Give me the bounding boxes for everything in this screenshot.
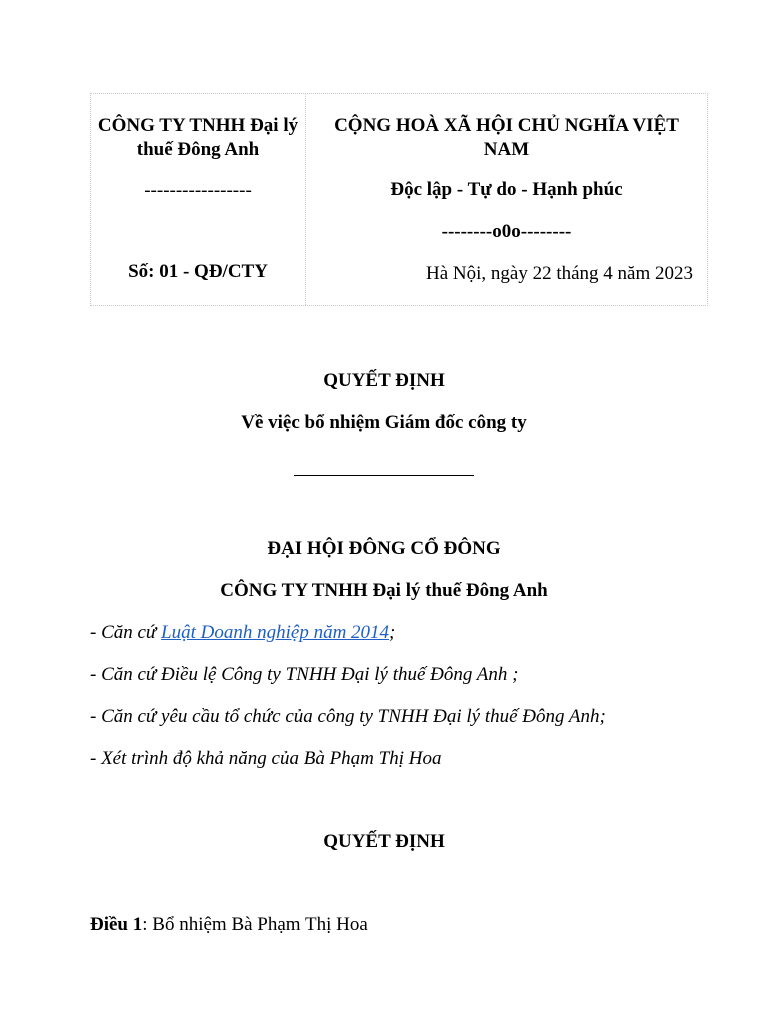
motto-ornament: --------o0o-------- [441, 221, 572, 242]
basis-item-law-suffix: ; [389, 622, 396, 643]
title-divider [294, 475, 474, 476]
header-left-cell [91, 94, 306, 305]
national-title: CỘNG HOÀ XÃ HỘI CHỦ NGHĨA VIỆT NAM [334, 115, 679, 160]
enterprise-law-link[interactable]: Luật Doanh nghiệp năm 2014 [161, 622, 390, 643]
article-1 [90, 914, 368, 936]
decision-subject: Về việc bổ nhiệm Giám đốc công ty [241, 412, 527, 433]
header-right-cell [306, 94, 707, 305]
basis-item-law-prefix: - Căn cứ [90, 622, 162, 643]
header-table [90, 93, 708, 306]
authority-body: ĐẠI HỘI ĐÔNG CỔ ĐÔNG [267, 538, 501, 559]
basis-item-qualification: - Xét trình độ khả năng của Bà Phạm Thị Hoa [90, 748, 442, 769]
basis-item-charter: - Căn cứ Điều lệ Công ty TNHH Đại lý thuế Đông Anh ; [90, 664, 519, 685]
basis-item-law [90, 622, 395, 644]
decision-title: QUYẾT ĐỊNH [323, 370, 445, 391]
authority-company: CÔNG TY TNHH Đại lý thuế Đông Anh [220, 580, 548, 601]
document-number: Số: 01 - QĐ/CTY [128, 261, 268, 282]
decides-title: QUYẾT ĐỊNH [323, 831, 445, 852]
place-date: Hà Nội, ngày 22 tháng 4 năm 2023 [425, 263, 693, 284]
national-motto: Độc lập - Tự do - Hạnh phúc [390, 179, 623, 200]
company-name: CÔNG TY TNHH Đại lý thuế Đông Anh [97, 115, 299, 160]
basis-item-requirement: - Căn cứ yêu cầu tổ chức của công ty TNHH Đại lý thuế Đông Anh; [90, 706, 606, 727]
left-separator: ----------------- [144, 180, 252, 201]
article-1-label: Điều 1 [90, 914, 143, 935]
article-1-text: : Bổ nhiệm Bà Phạm Thị Hoa [142, 914, 368, 935]
